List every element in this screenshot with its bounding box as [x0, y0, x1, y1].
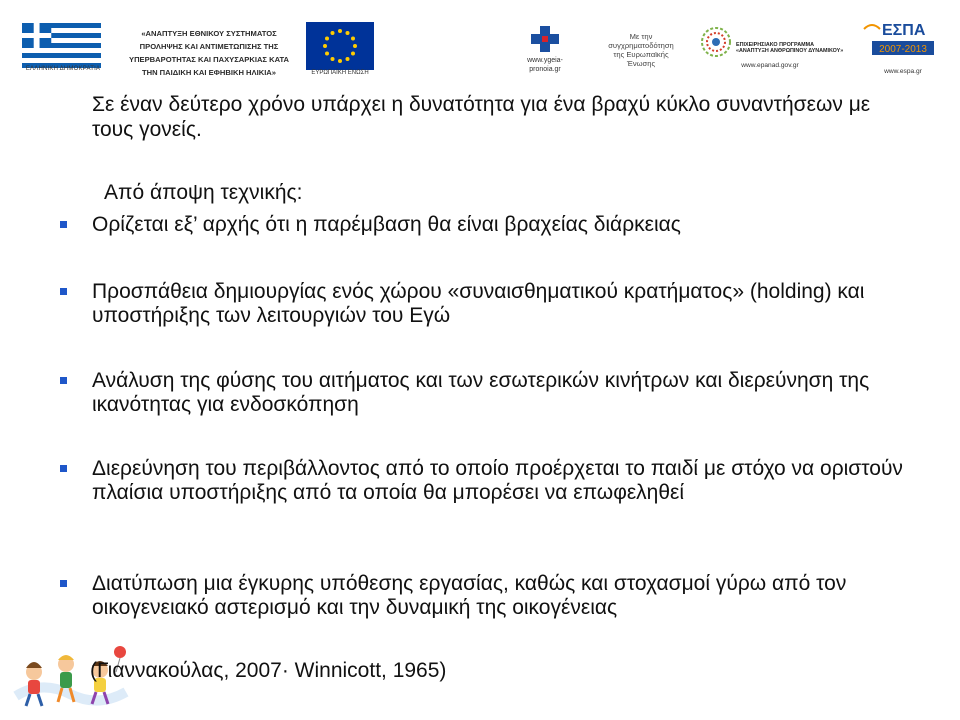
bullet-square-icon [60, 288, 67, 295]
eu-star-icon [323, 44, 327, 48]
cofunding-text: Με την συγχρηματοδότηση της Ευρωπαϊκής Ένωσης [608, 32, 674, 68]
bullet-text: Ανάλυση της φύσης του αιτήματος και των εσωτερικών κινήτρων και διερεύνηση της ικανότητας για ενδοσκόπηση [92, 369, 870, 416]
eu-star-icon [331, 31, 335, 35]
epanad-emblem-icon [700, 26, 732, 58]
bullet-square-icon [60, 465, 67, 472]
list-item [92, 213, 922, 237]
espa-url: www.espa.gr [884, 68, 922, 75]
bullet-text: Ορίζεται εξ’ αρχής ότι η παρέμβαση θα είναι βραχείας διάρκειας [92, 213, 681, 236]
intro-paragraph: Σε έναν δεύτερο χρόνο υπάρχει η δυνατότητα για ένα βραχύ κύκλο συναντήσεων με τους γονείς. [92, 93, 871, 141]
eu-star-icon [346, 31, 350, 35]
eu-star-icon [351, 52, 355, 56]
list-item [92, 457, 922, 505]
list-item [92, 369, 922, 417]
bullet-text: Προσπάθεια δημιουργίας ενός χώρου «συναισθηματικού κρατήματος» (holding) και υποστήριξης των λειτουργιών του Εγώ [92, 280, 865, 327]
greek-flag-caption: ΕΛΛΗΝΙΚΗ ΔΗΜΟΚΡΑΤΙΑ [25, 66, 101, 72]
list-item [92, 280, 922, 328]
citation: (Γιαννακούλας, 2007· Winnicott, 1965) [90, 659, 447, 682]
ministry-url: www.ygeia- pronoia.gr [527, 57, 563, 73]
epanad-title: ΕΠΙΧΕΙΡΗΣΙΑΚΟ ΠΡΟΓΡΑΜΜΑ «ΑΝΑΠΤΥΞΗ ΑΝΘΡΩΠΙΝΟΥ ΔΥΝΑΜΙΚΟΥ» [736, 42, 844, 54]
technique-subheading: Από άποψη τεχνικής: [104, 181, 303, 204]
eu-star-icon [325, 37, 329, 41]
espa-logo-icon [862, 19, 942, 61]
eu-star-icon [346, 57, 350, 61]
list-item [92, 572, 922, 620]
espa-title: ΕΣΠΑ [882, 22, 926, 39]
greek-flag-icon [22, 23, 101, 68]
eu-star-icon [351, 37, 355, 41]
bullet-square-icon [60, 580, 67, 587]
eu-star-icon [338, 29, 342, 33]
eu-star-icon [325, 52, 329, 56]
eu-flag-icon [306, 22, 374, 70]
eu-star-icon [353, 44, 357, 48]
bullet-text: Διερεύνηση του περιβάλλοντος από το οποίο προέρχεται το παιδί με στόχο να οριστούν πλαίσια υποστήριξης από τα οποία θα μπορέσει να επωφεληθεί [92, 457, 903, 504]
bullet-square-icon [60, 221, 67, 228]
eu-star-icon [338, 59, 342, 63]
program-title: «ΑΝΑΠΤΥΞΗ ΕΘΝΙΚΟΥ ΣΥΣΤΗΜΑΤΟΣ ΠΡΟΛΗΨΗΣ ΚΑΙ ΑΝΤΙΜΕΤΩΠΙΣΗΣ ΤΗΣ ΥΠΕΡΒΑΡΟΤΗΤΑΣ ΚΑΙ ΠΑΧΥΣΑΡΚΙΑΣ ΚΑΤΑ ΤΗΝ ΠΑΙΔΙΚΗ ΚΑΙ ΕΦΗΒΙΚΗ ΗΛΙΚΙΑ» [129, 29, 289, 77]
eu-star-icon [331, 57, 335, 61]
bullet-square-icon [60, 377, 67, 384]
espa-years: 2007-2013 [879, 44, 927, 55]
eu-flag-caption: ΕΥΡΩΠΑΪΚΗ ΕΝΩΣΗ [311, 70, 369, 76]
ministry-cross-icon [527, 24, 563, 54]
bullet-text: Διατύπωση μια έγκυρης υπόθεσης εργασίας, καθώς και στοχασμοί γύρω από τον οικογενειακό αστερισμό και την δυναμική της οικογένειας [92, 572, 847, 619]
epanad-url: www.epanad.gov.gr [741, 62, 799, 69]
